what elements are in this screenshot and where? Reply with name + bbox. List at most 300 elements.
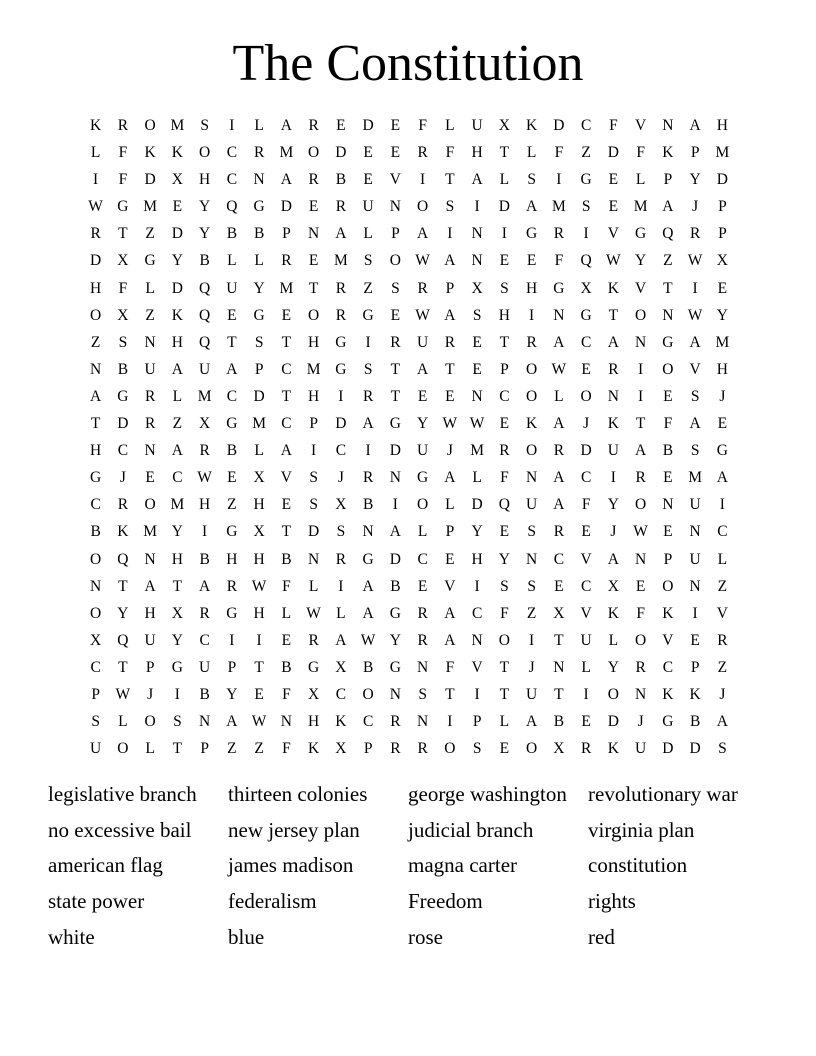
- grid-letter[interactable]: D: [553, 117, 565, 134]
- grid-letter[interactable]: T: [254, 658, 264, 676]
- grid-letter[interactable]: Z: [172, 415, 183, 433]
- grid-letter[interactable]: T: [118, 577, 128, 595]
- grid-letter[interactable]: F: [445, 144, 455, 162]
- grid-letter[interactable]: S: [418, 685, 427, 703]
- grid-letter[interactable]: J: [610, 523, 617, 541]
- grid-letter[interactable]: Z: [363, 279, 373, 297]
- grid-letter[interactable]: N: [662, 496, 674, 514]
- grid-letter[interactable]: D: [90, 252, 102, 270]
- grid-letter[interactable]: D: [171, 225, 183, 243]
- grid-letter[interactable]: I: [529, 631, 535, 649]
- grid-letter[interactable]: D: [389, 442, 401, 460]
- grid-letter[interactable]: O: [144, 117, 156, 134]
- grid-letter[interactable]: C: [580, 577, 592, 595]
- grid-letter[interactable]: L: [526, 144, 537, 162]
- grid-letter[interactable]: O: [635, 306, 647, 324]
- grid-letter[interactable]: Z: [227, 496, 237, 514]
- grid-letter[interactable]: U: [607, 442, 619, 460]
- grid-letter[interactable]: L: [499, 713, 510, 731]
- grid-letter[interactable]: W: [633, 523, 648, 541]
- grid-letter[interactable]: Z: [526, 604, 537, 622]
- grid-letter[interactable]: Z: [145, 306, 155, 324]
- grid-letter[interactable]: H: [226, 550, 238, 568]
- grid-letter[interactable]: K: [308, 740, 320, 758]
- grid-letter[interactable]: F: [282, 577, 291, 595]
- grid-letter[interactable]: L: [472, 469, 482, 487]
- grid-letter[interactable]: A: [171, 442, 183, 460]
- grid-letter[interactable]: S: [445, 198, 455, 216]
- grid-letter[interactable]: S: [363, 360, 373, 378]
- grid-letter[interactable]: A: [362, 415, 374, 433]
- grid-letter[interactable]: Y: [607, 658, 619, 676]
- grid-letter[interactable]: G: [580, 171, 592, 189]
- grid-letter[interactable]: T: [635, 415, 646, 433]
- grid-letter[interactable]: E: [526, 252, 537, 270]
- grid-letter[interactable]: K: [171, 306, 183, 324]
- grid-letter[interactable]: O: [417, 198, 429, 216]
- grid-letter[interactable]: Z: [663, 252, 673, 270]
- grid-letter[interactable]: H: [90, 442, 102, 460]
- grid-letter[interactable]: I: [338, 577, 344, 595]
- grid-letter[interactable]: W: [197, 469, 212, 487]
- grid-letter[interactable]: P: [445, 279, 455, 297]
- grid-letter[interactable]: V: [471, 658, 483, 676]
- grid-letter[interactable]: Z: [581, 144, 591, 162]
- grid-letter[interactable]: O: [526, 740, 538, 758]
- grid-letter[interactable]: L: [281, 604, 292, 622]
- grid-letter[interactable]: K: [607, 604, 619, 622]
- grid-letter[interactable]: T: [445, 171, 455, 189]
- grid-letter[interactable]: S: [527, 171, 536, 189]
- grid-letter[interactable]: U: [362, 198, 374, 216]
- grid-letter[interactable]: T: [554, 685, 564, 703]
- grid-letter[interactable]: N: [662, 306, 674, 324]
- grid-letter[interactable]: J: [528, 658, 535, 676]
- grid-letter[interactable]: I: [638, 387, 644, 405]
- grid-letter[interactable]: Y: [607, 496, 619, 514]
- grid-letter[interactable]: B: [281, 550, 292, 568]
- grid-letter[interactable]: N: [471, 252, 483, 270]
- grid-letter[interactable]: F: [554, 252, 564, 270]
- grid-letter[interactable]: R: [90, 225, 101, 243]
- grid-letter[interactable]: G: [716, 442, 728, 460]
- grid-letter[interactable]: I: [474, 198, 480, 216]
- grid-letter[interactable]: H: [199, 496, 211, 514]
- grid-letter[interactable]: N: [308, 550, 320, 568]
- grid-letter[interactable]: D: [662, 740, 674, 758]
- grid-letter[interactable]: R: [417, 279, 428, 297]
- grid-letter[interactable]: X: [335, 740, 347, 758]
- grid-letter[interactable]: M: [715, 144, 730, 162]
- grid-letter[interactable]: P: [254, 360, 264, 378]
- grid-letter[interactable]: O: [417, 496, 429, 514]
- grid-letter[interactable]: V: [635, 279, 647, 297]
- grid-letter[interactable]: M: [252, 415, 267, 433]
- grid-letter[interactable]: M: [143, 523, 158, 541]
- grid-letter[interactable]: X: [308, 685, 320, 703]
- grid-letter[interactable]: D: [144, 171, 156, 189]
- grid-letter[interactable]: U: [417, 333, 429, 351]
- grid-letter[interactable]: G: [635, 225, 647, 243]
- grid-letter[interactable]: X: [90, 631, 102, 649]
- grid-letter[interactable]: A: [471, 171, 483, 189]
- grid-letter[interactable]: R: [308, 631, 319, 649]
- grid-letter[interactable]: N: [253, 171, 265, 189]
- grid-letter[interactable]: F: [500, 469, 509, 487]
- grid-letter[interactable]: I: [447, 713, 453, 731]
- grid-letter[interactable]: L: [445, 117, 455, 134]
- grid-letter[interactable]: V: [280, 469, 292, 487]
- grid-letter[interactable]: M: [688, 469, 703, 487]
- grid-letter[interactable]: O: [144, 496, 156, 514]
- grid-letter[interactable]: X: [117, 306, 129, 324]
- grid-letter[interactable]: Q: [117, 631, 129, 649]
- grid-letter[interactable]: F: [445, 658, 455, 676]
- grid-letter[interactable]: R: [117, 117, 129, 134]
- grid-letter[interactable]: R: [335, 198, 347, 216]
- grid-letter[interactable]: P: [227, 658, 237, 676]
- grid-letter[interactable]: E: [445, 550, 455, 568]
- grid-letter[interactable]: L: [254, 442, 264, 460]
- grid-letter[interactable]: R: [308, 171, 319, 189]
- grid-letter[interactable]: K: [607, 415, 619, 433]
- grid-letter[interactable]: H: [471, 144, 483, 162]
- grid-letter[interactable]: T: [90, 415, 101, 433]
- grid-letter[interactable]: C: [553, 550, 565, 568]
- grid-letter[interactable]: P: [500, 360, 509, 378]
- grid-letter[interactable]: O: [362, 685, 374, 703]
- grid-letter[interactable]: N: [662, 117, 674, 134]
- grid-letter[interactable]: R: [281, 252, 292, 270]
- grid-letter[interactable]: R: [144, 415, 156, 433]
- grid-letter[interactable]: V: [580, 550, 592, 568]
- grid-letter[interactable]: M: [333, 252, 348, 270]
- grid-letter[interactable]: H: [144, 604, 156, 622]
- grid-letter[interactable]: E: [581, 713, 591, 731]
- grid-letter[interactable]: N: [635, 333, 647, 351]
- grid-letter[interactable]: L: [254, 117, 264, 134]
- grid-letter[interactable]: S: [527, 577, 536, 595]
- grid-letter[interactable]: S: [581, 198, 591, 216]
- grid-letter[interactable]: B: [689, 713, 701, 731]
- grid-letter[interactable]: A: [553, 469, 565, 487]
- grid-letter[interactable]: Z: [227, 740, 237, 758]
- grid-letter[interactable]: O: [526, 360, 538, 378]
- grid-letter[interactable]: Q: [199, 306, 211, 324]
- grid-letter[interactable]: W: [415, 306, 430, 324]
- grid-letter[interactable]: M: [170, 117, 185, 134]
- grid-letter[interactable]: A: [607, 550, 619, 568]
- grid-letter[interactable]: P: [391, 225, 400, 243]
- grid-letter[interactable]: Y: [389, 631, 401, 649]
- grid-letter[interactable]: J: [337, 469, 344, 487]
- grid-letter[interactable]: X: [335, 658, 347, 676]
- grid-letter[interactable]: F: [118, 279, 128, 297]
- grid-letter[interactable]: W: [469, 415, 485, 433]
- grid-letter[interactable]: E: [581, 523, 591, 541]
- grid-letter[interactable]: S: [309, 469, 318, 487]
- grid-letter[interactable]: D: [253, 387, 265, 405]
- grid-letter[interactable]: O: [144, 713, 156, 731]
- grid-letter[interactable]: C: [335, 442, 347, 460]
- grid-letter[interactable]: V: [607, 225, 619, 243]
- grid-letter[interactable]: M: [715, 333, 730, 351]
- grid-letter[interactable]: S: [254, 333, 264, 351]
- grid-letter[interactable]: J: [637, 713, 644, 731]
- grid-letter[interactable]: C: [117, 442, 129, 460]
- grid-letter[interactable]: N: [471, 387, 483, 405]
- grid-letter[interactable]: Z: [717, 577, 728, 595]
- grid-letter[interactable]: S: [336, 523, 346, 541]
- grid-letter[interactable]: X: [607, 577, 619, 595]
- grid-letter[interactable]: I: [256, 631, 262, 649]
- grid-letter[interactable]: E: [554, 577, 564, 595]
- grid-letter[interactable]: H: [716, 360, 728, 378]
- grid-letter[interactable]: F: [636, 144, 645, 162]
- grid-letter[interactable]: E: [717, 415, 728, 433]
- grid-letter[interactable]: E: [663, 469, 673, 487]
- grid-letter[interactable]: Y: [226, 685, 238, 703]
- grid-letter[interactable]: B: [199, 685, 210, 703]
- grid-letter[interactable]: E: [663, 523, 673, 541]
- grid-letter[interactable]: C: [199, 631, 210, 649]
- grid-letter[interactable]: T: [499, 685, 510, 703]
- grid-letter[interactable]: A: [362, 577, 374, 595]
- grid-letter[interactable]: L: [363, 225, 373, 243]
- grid-letter[interactable]: K: [117, 523, 129, 541]
- grid-letter[interactable]: F: [282, 740, 291, 758]
- grid-letter[interactable]: H: [199, 171, 211, 189]
- grid-letter[interactable]: N: [90, 577, 102, 595]
- grid-letter[interactable]: W: [360, 631, 376, 649]
- grid-letter[interactable]: A: [171, 360, 183, 378]
- grid-letter[interactable]: I: [365, 442, 371, 460]
- grid-letter[interactable]: V: [444, 577, 456, 595]
- grid-letter[interactable]: C: [717, 523, 728, 541]
- grid-letter[interactable]: B: [199, 252, 210, 270]
- grid-letter[interactable]: O: [308, 144, 320, 162]
- grid-letter[interactable]: U: [199, 658, 211, 676]
- grid-letter[interactable]: N: [308, 225, 320, 243]
- grid-letter[interactable]: K: [662, 604, 674, 622]
- grid-letter[interactable]: T: [663, 279, 673, 297]
- grid-letter[interactable]: F: [500, 604, 509, 622]
- grid-letter[interactable]: F: [663, 415, 673, 433]
- grid-letter[interactable]: O: [199, 144, 211, 162]
- grid-letter[interactable]: Z: [90, 333, 101, 351]
- grid-letter[interactable]: S: [173, 713, 182, 731]
- grid-letter[interactable]: A: [144, 577, 156, 595]
- grid-letter[interactable]: P: [200, 740, 209, 758]
- grid-letter[interactable]: O: [635, 496, 647, 514]
- grid-letter[interactable]: A: [716, 713, 728, 731]
- grid-letter[interactable]: T: [499, 144, 510, 162]
- grid-letter[interactable]: N: [417, 658, 429, 676]
- grid-letter[interactable]: E: [227, 469, 237, 487]
- grid-letter[interactable]: L: [417, 523, 428, 541]
- grid-letter[interactable]: L: [227, 252, 237, 270]
- grid-letter[interactable]: L: [608, 631, 619, 649]
- grid-letter[interactable]: F: [418, 117, 427, 134]
- grid-letter[interactable]: R: [199, 442, 210, 460]
- grid-letter[interactable]: X: [335, 496, 347, 514]
- grid-letter[interactable]: W: [115, 685, 131, 703]
- grid-letter[interactable]: R: [717, 631, 728, 649]
- grid-letter[interactable]: C: [580, 469, 592, 487]
- grid-letter[interactable]: J: [719, 685, 726, 703]
- grid-letter[interactable]: T: [172, 577, 183, 595]
- grid-letter[interactable]: E: [281, 631, 292, 649]
- grid-letter[interactable]: Y: [689, 171, 701, 189]
- grid-letter[interactable]: A: [553, 415, 565, 433]
- grid-letter[interactable]: S: [527, 523, 536, 541]
- grid-letter[interactable]: F: [609, 117, 618, 134]
- grid-letter[interactable]: C: [226, 387, 238, 405]
- grid-letter[interactable]: N: [144, 333, 156, 351]
- grid-letter[interactable]: L: [145, 279, 155, 297]
- grid-letter[interactable]: O: [389, 252, 401, 270]
- grid-letter[interactable]: N: [689, 577, 701, 595]
- grid-letter[interactable]: T: [445, 685, 455, 703]
- grid-letter[interactable]: V: [662, 631, 674, 649]
- grid-letter[interactable]: A: [362, 604, 374, 622]
- grid-letter[interactable]: F: [282, 685, 291, 703]
- grid-letter[interactable]: R: [553, 225, 565, 243]
- grid-letter[interactable]: B: [226, 225, 238, 243]
- grid-letter[interactable]: L: [554, 387, 564, 405]
- grid-letter[interactable]: G: [389, 604, 401, 622]
- grid-letter[interactable]: L: [172, 387, 183, 405]
- grid-letter[interactable]: S: [91, 713, 100, 731]
- grid-letter[interactable]: R: [635, 658, 646, 676]
- grid-letter[interactable]: B: [362, 496, 374, 514]
- grid-letter[interactable]: X: [199, 415, 211, 433]
- grid-letter[interactable]: I: [93, 171, 99, 189]
- grid-letter[interactable]: M: [197, 387, 212, 405]
- grid-letter[interactable]: P: [663, 171, 673, 189]
- grid-letter[interactable]: Q: [662, 225, 674, 243]
- grid-letter[interactable]: A: [335, 225, 347, 243]
- grid-letter[interactable]: O: [117, 740, 129, 758]
- grid-letter[interactable]: K: [526, 415, 538, 433]
- grid-letter[interactable]: Y: [171, 252, 183, 270]
- grid-letter[interactable]: N: [471, 631, 483, 649]
- grid-letter[interactable]: G: [226, 523, 238, 541]
- grid-letter[interactable]: G: [308, 658, 320, 676]
- grid-letter[interactable]: G: [335, 333, 347, 351]
- grid-letter[interactable]: D: [607, 713, 619, 731]
- grid-letter[interactable]: C: [172, 469, 183, 487]
- grid-letter[interactable]: T: [227, 333, 237, 351]
- grid-letter[interactable]: X: [117, 252, 129, 270]
- grid-letter[interactable]: N: [553, 658, 565, 676]
- grid-letter[interactable]: G: [253, 306, 265, 324]
- grid-letter[interactable]: R: [417, 604, 428, 622]
- grid-letter[interactable]: E: [145, 469, 155, 487]
- grid-letter[interactable]: I: [474, 685, 480, 703]
- grid-letter[interactable]: C: [471, 604, 483, 622]
- grid-letter[interactable]: A: [417, 360, 429, 378]
- grid-letter[interactable]: J: [119, 469, 126, 487]
- grid-letter[interactable]: R: [417, 631, 428, 649]
- grid-letter[interactable]: R: [335, 306, 347, 324]
- grid-letter[interactable]: I: [174, 685, 180, 703]
- grid-letter[interactable]: V: [689, 360, 701, 378]
- grid-letter[interactable]: F: [118, 171, 128, 189]
- grid-letter[interactable]: S: [690, 442, 700, 460]
- grid-letter[interactable]: P: [718, 198, 727, 216]
- grid-letter[interactable]: U: [226, 279, 238, 297]
- grid-letter[interactable]: N: [689, 523, 701, 541]
- grid-letter[interactable]: A: [389, 523, 401, 541]
- grid-letter[interactable]: O: [90, 550, 102, 568]
- grid-letter[interactable]: A: [635, 442, 647, 460]
- grid-letter[interactable]: K: [689, 685, 701, 703]
- grid-letter[interactable]: S: [500, 279, 509, 297]
- grid-letter[interactable]: P: [282, 225, 291, 243]
- grid-letter[interactable]: X: [553, 740, 565, 758]
- grid-letter[interactable]: O: [662, 577, 674, 595]
- grid-letter[interactable]: Y: [171, 523, 183, 541]
- grid-letter[interactable]: H: [308, 713, 320, 731]
- grid-letter[interactable]: U: [417, 442, 429, 460]
- grid-letter[interactable]: S: [309, 496, 318, 514]
- grid-letter[interactable]: R: [390, 740, 401, 758]
- grid-letter[interactable]: X: [553, 604, 565, 622]
- grid-letter[interactable]: K: [662, 685, 674, 703]
- grid-letter[interactable]: G: [144, 252, 156, 270]
- grid-letter[interactable]: S: [690, 387, 700, 405]
- grid-letter[interactable]: Y: [417, 415, 429, 433]
- grid-letter[interactable]: I: [692, 604, 698, 622]
- grid-letter[interactable]: C: [335, 685, 347, 703]
- grid-letter[interactable]: U: [526, 496, 538, 514]
- grid-letter[interactable]: E: [390, 306, 401, 324]
- grid-letter[interactable]: F: [581, 496, 591, 514]
- grid-letter[interactable]: A: [662, 198, 674, 216]
- grid-letter[interactable]: W: [251, 713, 267, 731]
- grid-letter[interactable]: P: [145, 658, 155, 676]
- grid-letter[interactable]: O: [635, 631, 647, 649]
- grid-letter[interactable]: A: [90, 387, 102, 405]
- grid-letter[interactable]: N: [526, 550, 538, 568]
- grid-letter[interactable]: A: [526, 713, 538, 731]
- grid-letter[interactable]: V: [716, 604, 728, 622]
- grid-letter[interactable]: Z: [254, 740, 264, 758]
- grid-letter[interactable]: R: [499, 442, 510, 460]
- grid-letter[interactable]: T: [281, 523, 292, 541]
- grid-letter[interactable]: R: [308, 117, 319, 134]
- grid-letter[interactable]: B: [199, 550, 210, 568]
- grid-letter[interactable]: H: [308, 387, 320, 405]
- grid-letter[interactable]: Y: [199, 225, 211, 243]
- grid-letter[interactable]: E: [172, 198, 183, 216]
- grid-letter[interactable]: I: [229, 117, 235, 134]
- grid-letter[interactable]: W: [415, 252, 430, 270]
- grid-letter[interactable]: C: [226, 144, 238, 162]
- grid-letter[interactable]: C: [90, 496, 101, 514]
- grid-letter[interactable]: Y: [471, 523, 483, 541]
- grid-letter[interactable]: G: [662, 333, 674, 351]
- grid-letter[interactable]: D: [389, 550, 401, 568]
- grid-letter[interactable]: D: [362, 117, 374, 134]
- grid-letter[interactable]: X: [171, 171, 183, 189]
- grid-letter[interactable]: A: [689, 415, 701, 433]
- grid-letter[interactable]: D: [335, 144, 347, 162]
- grid-letter[interactable]: I: [447, 225, 453, 243]
- grid-letter[interactable]: G: [226, 415, 238, 433]
- grid-letter[interactable]: T: [445, 360, 455, 378]
